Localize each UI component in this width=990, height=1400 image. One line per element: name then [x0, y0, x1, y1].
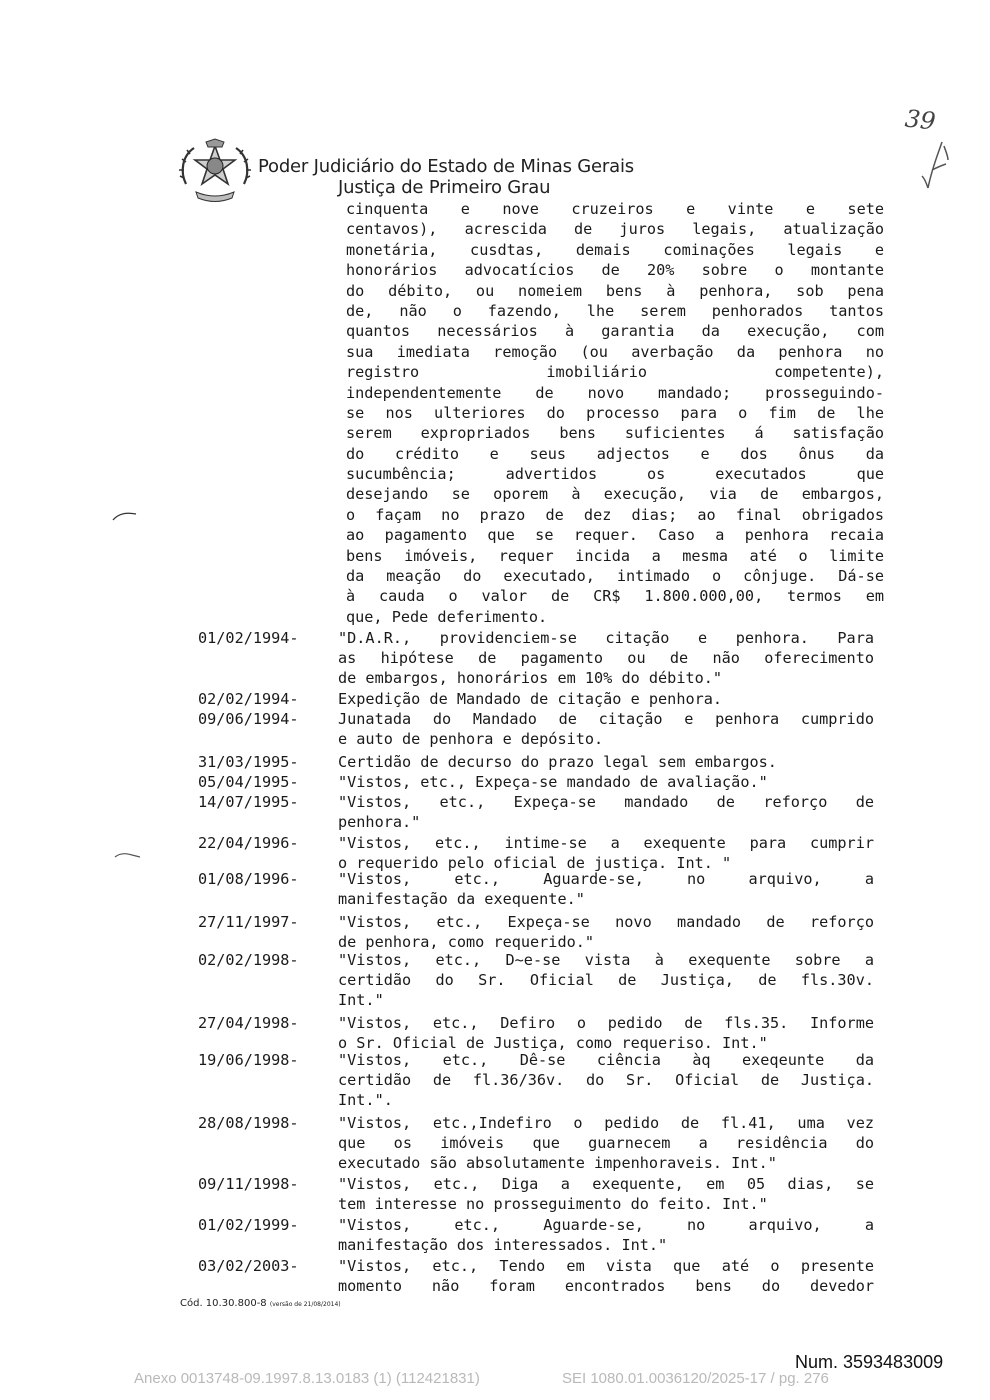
paragraph-line: independentemente de novo mandado; prosseguindo-: [346, 383, 884, 402]
handwritten-page-number: 39: [903, 104, 937, 136]
entry-date: 01/08/1996-: [198, 870, 299, 888]
entry-line: "Vistos, etc., Defiro o pedido de fls.35. Informe: [338, 1014, 874, 1032]
paragraph-line: sucumbência; advertidos os executados que: [346, 465, 884, 484]
minas-gerais-coat-of-arms-seal: [176, 138, 254, 210]
paragraph-line: cinquenta e nove cruzeiros e vinte e sete: [346, 200, 884, 218]
entry-line: Certidão de decurso do prazo legal sem embargos.: [338, 753, 777, 771]
scan-mark: [114, 848, 142, 862]
paragraph-line: do crédito e seus adjectos e dos ônus da: [346, 444, 884, 463]
entry-line: certidão do Sr. Oficial de Justiça, de fls.30v.: [338, 971, 874, 989]
handwritten-rubric-signature: [918, 138, 952, 194]
entry-line: "Vistos, etc., D~e-se vista à exequente sobre a: [338, 951, 874, 969]
entry-line: e auto de penhora e depósito.: [338, 730, 604, 748]
paragraph-line: quantos necessários à garantia da execução, com: [346, 322, 884, 341]
entry-line: "Vistos, etc., Expeça-se mandado de reforço de: [338, 793, 874, 811]
paragraph-line: à cauda o valor de CR$ 1.800.000,00, termos em: [346, 587, 884, 606]
entry-line: "Vistos, etc., Expeça-se novo mandado de reforço: [338, 913, 874, 931]
entry-line: "Vistos, etc., Tendo em vista que até o presente: [338, 1257, 874, 1275]
paragraph-line: ao pagamento que se requer. Caso a penhora recaia: [346, 526, 884, 545]
paragraph-line: de, não o fazendo, lhe serem penhorados tantos: [346, 301, 884, 320]
paragraph-line: que, Pede deferimento.: [346, 607, 548, 626]
entry-line: Junatada do Mandado de citação e penhora cumprido: [338, 710, 874, 728]
entry-line: "Vistos, etc.,Indefiro o pedido de fl.41, uma vez: [338, 1114, 874, 1132]
paragraph-line: da meação do executado, intimado o cônjuge. Dá-se: [346, 567, 884, 586]
entry-date: 27/11/1997-: [198, 913, 299, 931]
entry-line: Int.".: [338, 1091, 393, 1109]
paragraph-line: desejando se oporem à execução, via de embargos,: [346, 485, 884, 504]
entry-line: executado são absolutamente impenhoraveis. Int.": [338, 1154, 777, 1172]
entry-date: 01/02/1994-: [198, 629, 299, 647]
entry-date: 14/07/1995-: [198, 793, 299, 811]
entry-date: 09/11/1998-: [198, 1175, 299, 1193]
entry-line: "Vistos, etc., Expeça-se mandado de avaliação.": [338, 773, 768, 791]
entry-line: "Vistos, etc., Aguarde-se, no arquivo, a: [338, 1216, 874, 1234]
entry-line: o requerido pelo oficial de justiça. Int. ": [338, 854, 732, 872]
entry-line: "D.A.R., providenciem-se citação e penhora. Para: [338, 629, 874, 647]
entry-date: 05/04/1995-: [198, 773, 299, 791]
header-court-name: Poder Judiciário do Estado de Minas Gerais: [258, 156, 634, 177]
entry-line: "Vistos, etc., intime-se a exequente para cumprir: [338, 834, 874, 852]
entry-line: certidão de fl.36/36v. do Sr. Oficial de Justiça.: [338, 1071, 874, 1089]
entry-line: manifestação dos interessados. Int.": [338, 1236, 668, 1254]
entry-line: as hipótese de pagamento ou de não oferecimento: [338, 649, 874, 667]
header-instance: Justiça de Primeiro Grau: [338, 177, 551, 198]
paragraph-line: serem expropriados bens suficientes á satisfação: [346, 424, 884, 443]
paragraph-line: o façam no prazo de dez dias; ao final obrigados: [346, 505, 884, 524]
entry-line: Int.": [338, 991, 384, 1009]
form-code: [180, 1298, 341, 1309]
form-code-version: (versão de 21/08/2014): [269, 1301, 341, 1308]
paragraph-line: do débito, ou nomeiem bens à penhora, sob pena: [346, 281, 884, 300]
entry-line: "Vistos, etc., Aguarde-se, no arquivo, a: [338, 870, 874, 888]
entry-line: "Vistos, etc., Dê-se ciência àq exeqeunte da: [338, 1051, 874, 1069]
entry-date: 19/06/1998-: [198, 1051, 299, 1069]
sei-reference: SEI 1080.01.0036120/2025-17 / pg. 276: [562, 1370, 829, 1387]
entry-line: "Vistos, etc., Diga a exequente, em 05 dias, se: [338, 1175, 874, 1193]
entry-line: manifestação da exequente.": [338, 890, 585, 908]
paragraph-line: sua imediata remoção (ou averbação da penhora no: [346, 342, 884, 361]
entry-line: momento não foram encontrados bens do devedor: [338, 1277, 874, 1295]
annex-reference: Anexo 0013748-09.1997.8.13.0183 (1) (112421831): [134, 1370, 480, 1387]
entry-date: 09/06/1994-: [198, 710, 299, 728]
entry-line: de embargos, honorários em 10% do débito.": [338, 669, 723, 687]
entry-date: 02/02/1998-: [198, 951, 299, 969]
entry-date: 27/04/1998-: [198, 1014, 299, 1032]
paragraph-line: bens imóveis, requer incida a mesma até o limite: [346, 546, 884, 565]
paragraph-line: monetária, cusdtas, demais cominações legais e: [346, 240, 884, 259]
entry-line: o Sr. Oficial de Justiça, como requeriso. Int.": [338, 1034, 768, 1052]
entry-date: 22/04/1996-: [198, 834, 299, 852]
entry-line: penhora.": [338, 813, 421, 831]
paragraph-line: se nos ulteriores do processo para o fim de lhe: [346, 403, 884, 422]
paragraph-line: honorários advocatícios de 20% sobre o montante: [346, 261, 884, 280]
entry-line: tem interesse no prosseguimento do feito. Int.": [338, 1195, 768, 1213]
entry-date: 01/02/1999-: [198, 1216, 299, 1234]
entry-date: 31/03/1995-: [198, 753, 299, 771]
entry-date: 02/02/1994-: [198, 690, 299, 708]
entry-line: Expedição de Mandado de citação e penhora.: [338, 690, 723, 708]
entry-line: que os imóveis que guarnecem a residência do: [338, 1134, 874, 1152]
entry-line: de penhora, como requerido.": [338, 933, 595, 951]
petition-paragraph: [346, 199, 884, 627]
form-code-main: Cód. 10.30.800-8: [180, 1298, 267, 1309]
entry-date: 28/08/1998-: [198, 1114, 299, 1132]
document-number: Num. 3593483009: [795, 1352, 944, 1372]
scan-mark: [112, 508, 138, 522]
paragraph-line: registro imobiliário competente),: [346, 363, 884, 382]
paragraph-line: centavos), acrescida de juros legais, atualização: [346, 220, 884, 239]
entry-date: 03/02/2003-: [198, 1257, 299, 1275]
